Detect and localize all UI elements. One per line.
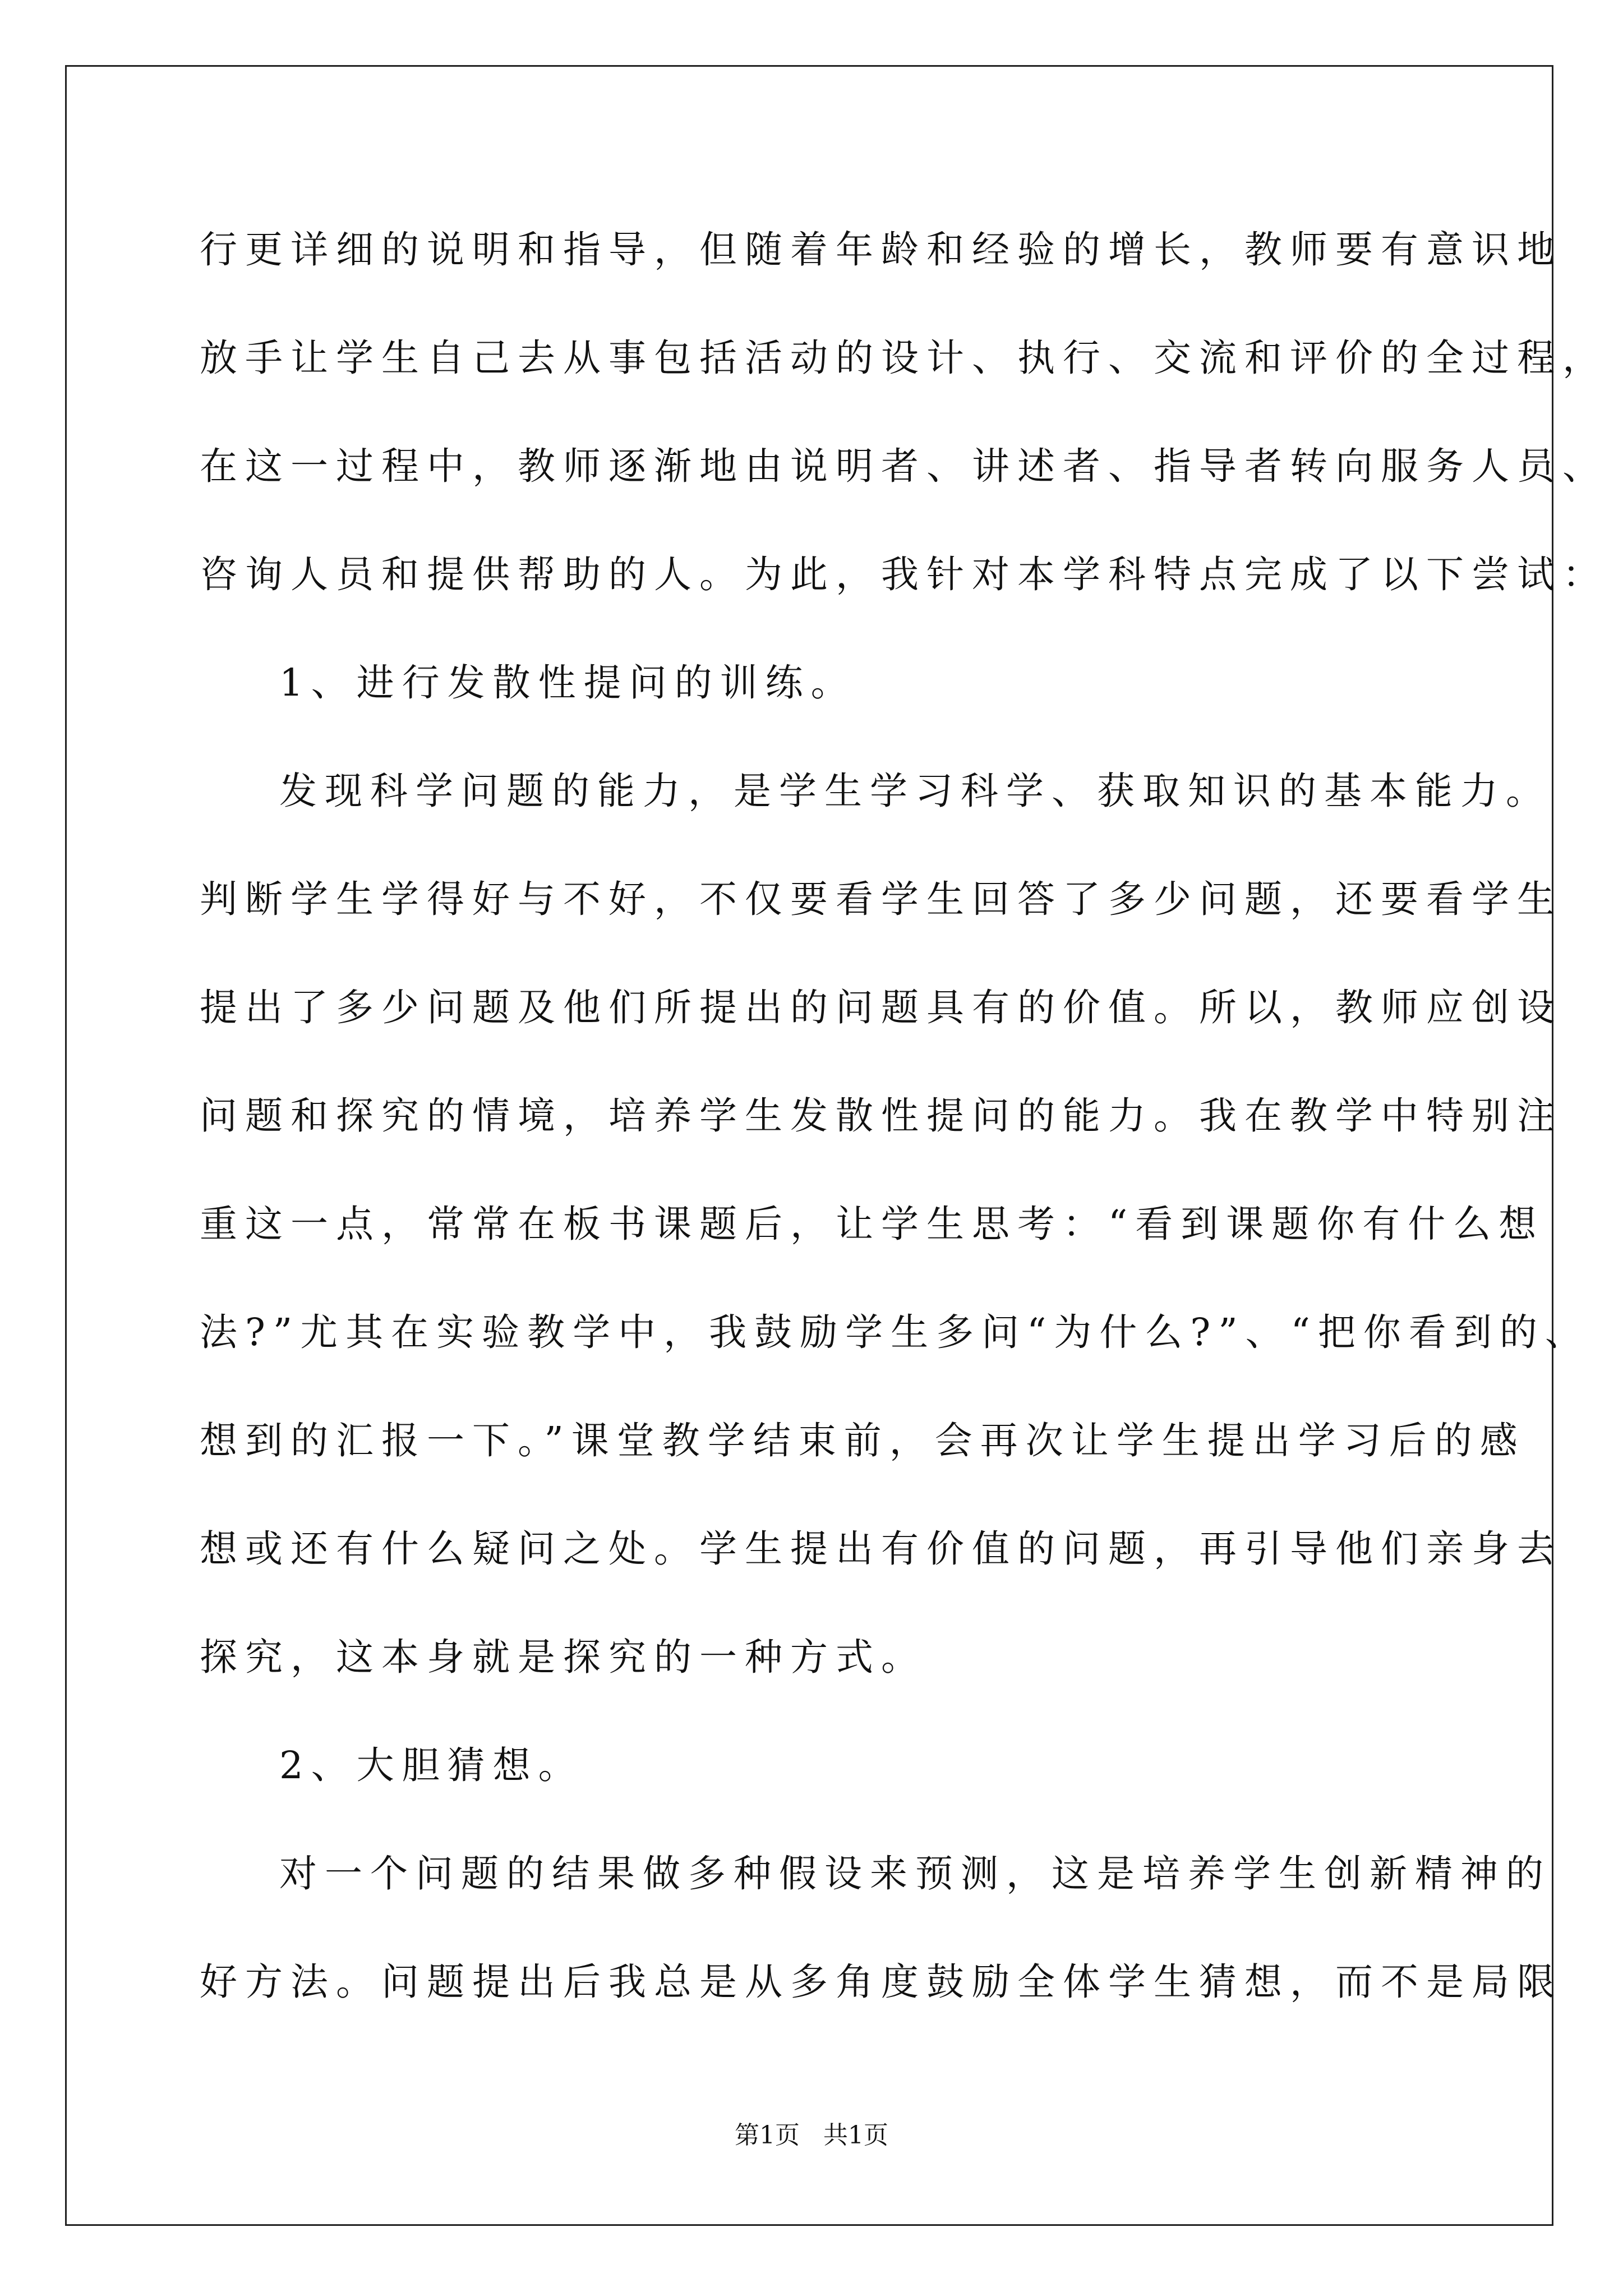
text-line: 问题和探究的情境，培养学生发散性提问的能力。我在教学中特别注 xyxy=(200,1094,1562,1138)
text-line: 想或还有什么疑问之处。学生提出有价值的问题，再引导他们亲身去 xyxy=(200,1527,1562,1571)
section-heading: 2、大胆猜想。 xyxy=(279,1743,584,1787)
text-line: 重这一点，常常在板书课题后，让学生思考：“看到课题你有什么想 xyxy=(200,1202,1544,1246)
text-line: 探究，这本身就是探究的一种方式。 xyxy=(200,1635,926,1679)
text-line: 行更详细的说明和指导，但随着年龄和经验的增长，教师要有意识地 xyxy=(200,228,1562,272)
text-line: 想到的汇报一下。”课堂教学结束前，会再次让学生提出学习后的感 xyxy=(200,1419,1525,1462)
text-line: 放手让学生自己去从事包括活动的设计、执行、交流和评价的全过程， xyxy=(200,336,1608,380)
text-line: 发现科学问题的能力，是学生学习科学、获取知识的基本能力。 xyxy=(279,769,1551,813)
page-footer: 第1页 共1页 xyxy=(735,2121,888,2150)
text-line: 好方法。问题提出后我总是从多角度鼓励全体学生猜想，而不是局限 xyxy=(200,1960,1562,2004)
text-line: 对一个问题的结果做多种假设来预测，这是培养学生创新精神的 xyxy=(279,1852,1551,1895)
text-line: 法?”尤其在实验教学中，我鼓励学生多问“为什么?”、“把你看到的、 xyxy=(200,1310,1590,1354)
text-line: 判断学生学得好与不好，不仅要看学生回答了多少问题，还要看学生 xyxy=(200,877,1562,921)
text-line: 咨询人员和提供帮助的人。为此，我针对本学科特点完成了以下尝试： xyxy=(200,553,1608,596)
section-heading: 1、进行发散性提问的训练。 xyxy=(279,661,856,705)
text-line: 在这一过程中，教师逐渐地由说明者、讲述者、指导者转向服务人员、 xyxy=(200,444,1608,488)
text-line: 提出了多少问题及他们所提出的问题具有的价值。所以，教师应创设 xyxy=(200,986,1562,1029)
